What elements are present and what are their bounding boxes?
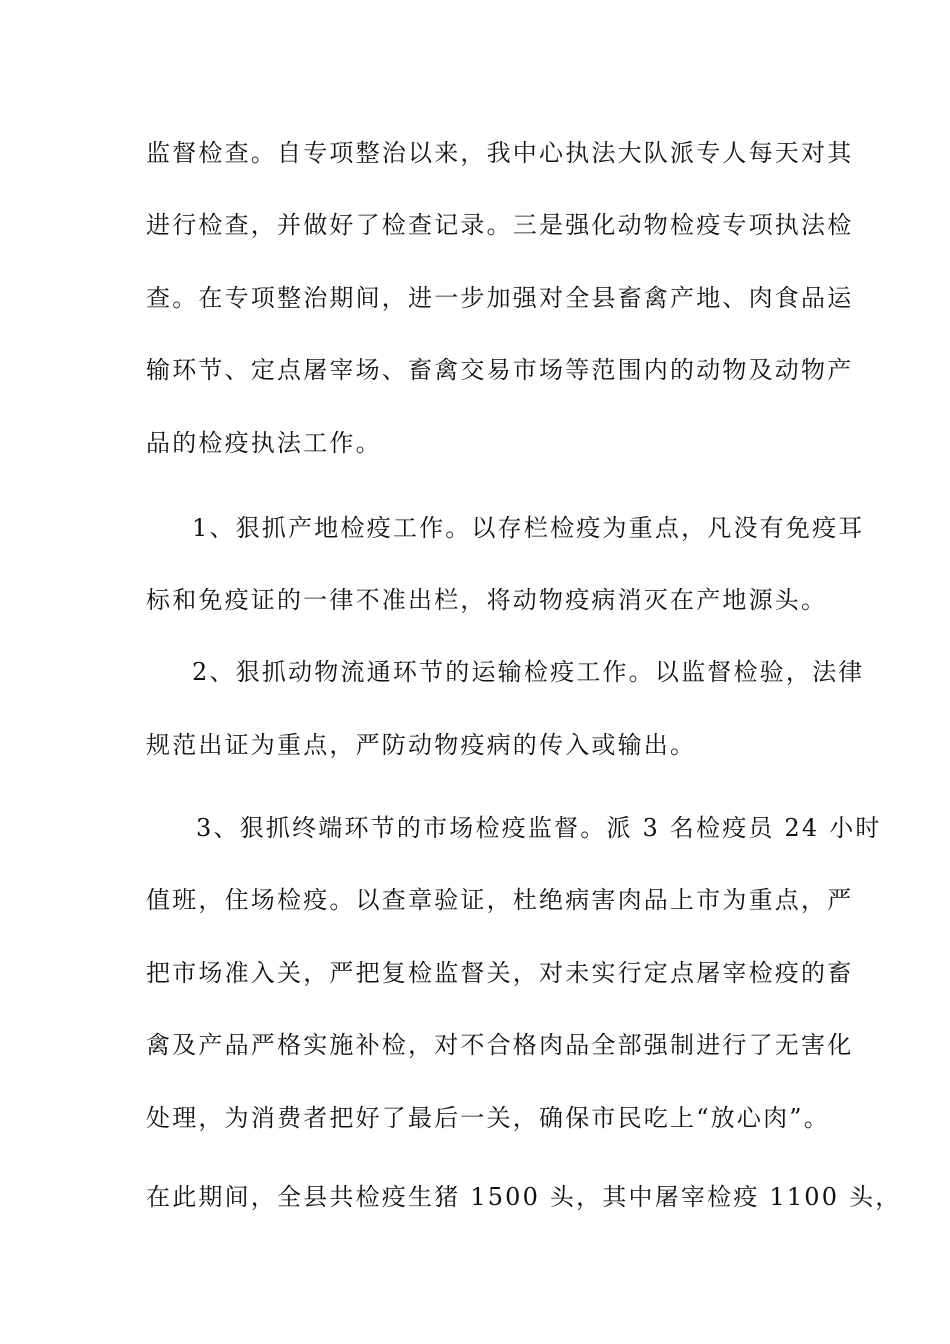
text-line: 标和免疫证的一律不准出栏，将动物疫病消灭在产地源头。 bbox=[146, 586, 828, 614]
text-line: 规范出证为重点，严防动物疫病的传入或输出。 bbox=[146, 731, 697, 759]
paragraph-1-start: 1、狠抓产地检疫工作。以存栏检疫为重点，凡没有免疫耳 bbox=[192, 514, 865, 542]
text-line: 处理，为消费者把好了最后一关，确保市民吃上“放心肉”。 bbox=[146, 1104, 830, 1132]
text-line: 输环节、定点屠宰场、畜禽交易市场等范围内的动物及动物产 bbox=[146, 356, 854, 384]
paragraph-2-start: 2、狠抓动物流通环节的运输检疫工作。以监督检验，法律 bbox=[192, 658, 865, 686]
text-line: 值班，住场检疫。以查章验证，杜绝病害肉品上市为重点，严 bbox=[146, 886, 854, 914]
text-line: 查。在专项整治期间，进一步加强对全县畜禽产地、肉食品运 bbox=[146, 284, 854, 312]
text-line: 进行检查，并做好了检查记录。三是强化动物检疫专项执法检 bbox=[146, 211, 854, 239]
text-line: 把市场准入关，严把复检监督关，对未实行定点屠宰检疫的畜 bbox=[146, 959, 854, 987]
text-line: 在此期间，全县共检疫生猪 1500 头，其中屠宰检疫 1100 头， bbox=[146, 1183, 902, 1211]
text-line: 禽及产品严格实施补检，对不合格肉品全部强制进行了无害化 bbox=[146, 1031, 854, 1059]
paragraph-3-start: 3、狠抓终端环节的市场检疫监督。派 3 名检疫员 24 小时 bbox=[196, 814, 882, 842]
text-line: 监督检查。自专项整治以来，我中心执法大队派专人每天对其 bbox=[146, 139, 854, 167]
text-line: 品的检疫执法工作。 bbox=[146, 429, 382, 457]
